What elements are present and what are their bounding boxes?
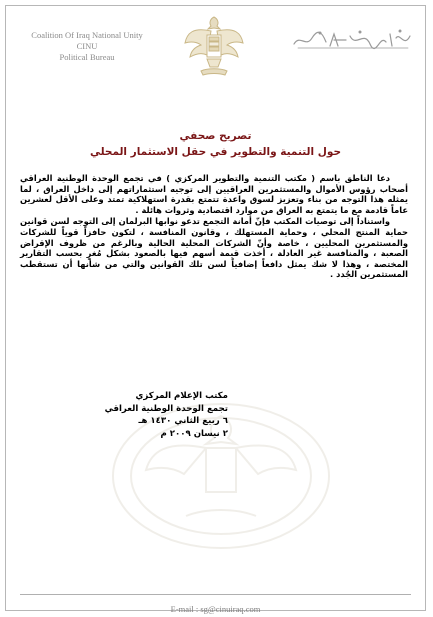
eagle-emblem-icon [183,11,245,83]
document-page [5,5,426,614]
arabic-calligraphy-logo-icon [290,28,415,52]
org-name-english: Coalition Of Iraq National Unity [31,30,143,40]
signature-block [68,390,228,440]
page-title: تصريح صحفي [179,130,252,142]
signature-gregorian-date: ٢ نيسان ٢٠٠٩ م [160,428,228,439]
signature-organization: تجمع الوحدة الوطنية العراقي [104,403,228,414]
footer-divider [20,594,411,595]
letterhead-english [28,30,146,63]
paragraph: واستناداً إلى توصيات المكتب فإنّ أمانة التجمع تدعو نوابها البرلمان إلى التوجه لسن قوانين حماية المنتج المحلي ، وحماية المستهلك ، وقانون المنافسة ، لتكون حافزاً قوياً للشركات والمستثمرين المحليين ، خاصة وأنّ الشركات المحلية الحالية وبالرغم من ظروف الإقراض الصعبة ، والمنافسة غير العادلة ، أخذت قيمة أسهم فيها بالصعود بشكل مُغرٍ بحسب التقارير المختصة ، وهذا لا شك يمثل دافعاً إضافياً لسن تلك القوانين والتي من شأنها أن تستقطب المستثمرين الجُدد . [20,216,408,280]
paragraph: دعا الناطق باسم ( مكتب التنمية والتطوير المركزي ) في تجمع الوحدة الوطنية العراقي أصحاب رؤوس الأموال والمستثمرين العراقيين إلى توجيه استثماراتهم إلى داخل العراق ، لما يمثله هذا التوجه من بناء وتعزيز لسوق واعدة تتمتع بقدرة استهلاكية تمتد وعلى الأقل لعشرين عاماً قادمة مع ما يتمتع به العراق من موارد اقتصادية وثروات هائلة . [20,173,408,215]
footer-email: E-mail : sg@cinuiraq.com [170,604,261,614]
letterhead [6,6,427,94]
org-acronym: CINU [76,41,98,51]
page-subtitle: حول التنمية والتطوير في حقل الاستثمار المحلي [89,146,342,158]
statement-body [20,173,408,281]
org-department: Political Bureau [59,52,115,62]
signature-office: مكتب الإعلام المركزي [135,391,228,401]
signature-hijri-date: ٦ ربيع الثاني ١٤٣٠ هـ [138,416,228,426]
